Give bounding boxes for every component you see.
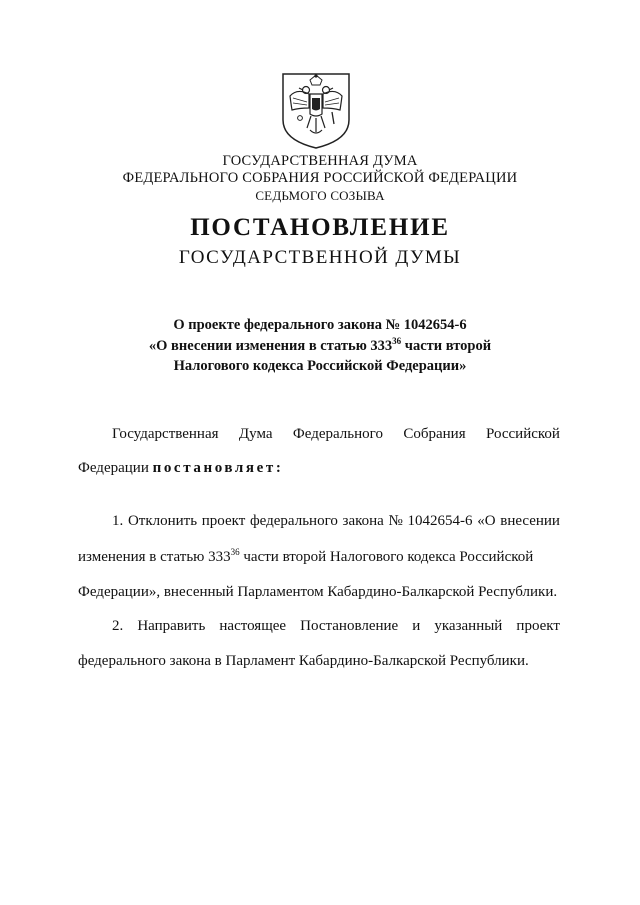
- preamble-line1: Государственная Дума Федерального Собрания Российской: [112, 426, 560, 442]
- resolves-word: постановляет:: [152, 460, 284, 476]
- document-issuer-heading: ГОСУДАРСТВЕННОЙ ДУМЫ: [178, 247, 462, 268]
- item1-line3: Федерации», внесенный Парламентом Кабардино-Балкарской Республики.: [78, 584, 558, 600]
- subject-line1: О проекте федерального закона № 1042654-6: [173, 317, 467, 333]
- preamble-line2: Федерации постановляет:: [78, 460, 284, 476]
- convocation-line: СЕДЬМОГО СОЗЫВА: [255, 188, 385, 203]
- item2-line1: 2. Направить настоящее Постановление и указанный проект: [112, 618, 560, 634]
- subject-line3: Налогового кодекса Российской Федерации»: [173, 358, 467, 374]
- item1-line1: 1. Отклонить проект федерального закона № 1042654-6 «О внесении: [112, 513, 560, 529]
- org-name-line1: ГОСУДАРСТВЕННАЯ ДУМА: [222, 153, 418, 169]
- document-type-heading: ПОСТАНОВЛЕНИЕ: [190, 214, 450, 241]
- org-name-line2: ФЕДЕРАЛЬНОГО СОБРАНИЯ РОССИЙСКОЙ ФЕДЕРАЦИИ: [122, 170, 518, 186]
- coat-of-arms-icon: [279, 68, 353, 150]
- item2-line2: федерального закона в Парламент Кабардино-Балкарской Республики.: [78, 653, 529, 669]
- subject-line2: «О внесении изменения в статью $333^{36}$ части второй: [148, 336, 492, 354]
- item1-line2: изменения в статью $333^{36}$ части второй Налогового кодекса Российской: [78, 547, 534, 565]
